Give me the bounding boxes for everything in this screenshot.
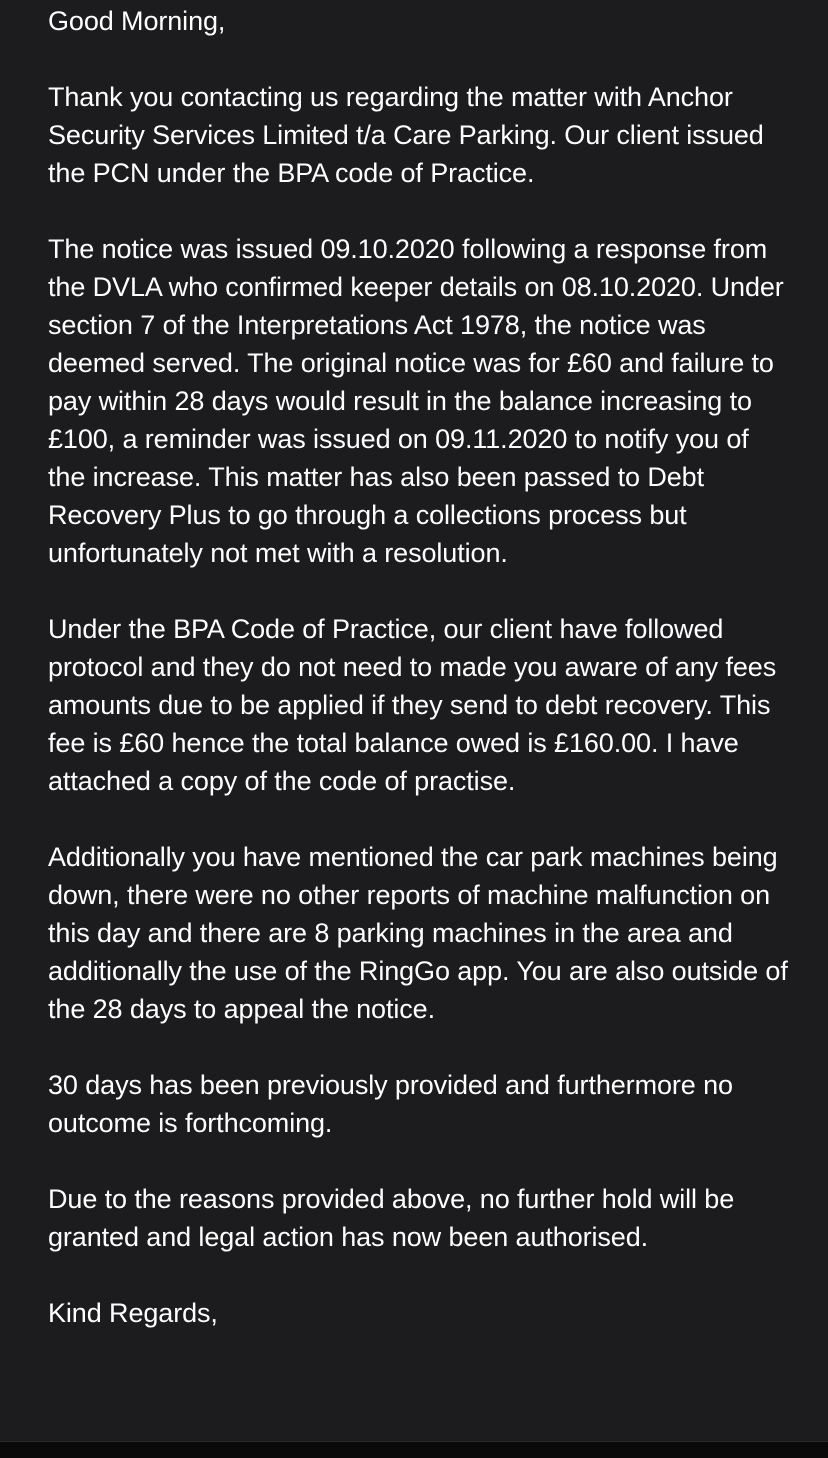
email-paragraph: Under the BPA Code of Practice, our client have followed protocol and they do not need to made you aware of any fees amounts due to be applied if they send to debt recovery. This fee is £60 hence the total balance owed is £160.00. I have attached a copy of the code of practise.: [48, 614, 777, 796]
email-paragraph: The notice was issued 09.10.2020 following a response from the DVLA who confirmed keeper details on 08.10.2020. Under section 7 of the Interpretations Act 1978, the notice was deemed served. The original notice was for £60 and failure to pay within 28 days would result in the balance increasing to £100, a reminder was issued on 09.11.2020 to notify you of the increase. This matter has also been passed to Debt Recovery Plus to go through a collections process but unfortunately not met with a resolution.: [48, 234, 784, 568]
email-paragraph: Additionally you have mentioned the car park machines being down, there were no other reports of machine malfunction on this day and there are 8 parking machines in the area and additionally the use of the RingGo app. You are also outside of the 28 days to appeal the notice.: [48, 842, 788, 1024]
email-paragraph: Thank you contacting us regarding the matter with Anchor Security Services Limited t/a Care Parking. Our client issued the PCN under the BPA code of Practice.: [48, 82, 764, 188]
email-greeting: Good Morning,: [48, 6, 226, 36]
email-signoff: Kind Regards,: [48, 1298, 218, 1328]
bottom-toolbar-edge: [0, 1441, 828, 1458]
email-paragraph: Due to the reasons provided above, no further hold will be granted and legal action has now been authorised.: [48, 1184, 735, 1252]
email-paragraph: 30 days has been previously provided and furthermore no outcome is forthcoming.: [48, 1070, 733, 1138]
